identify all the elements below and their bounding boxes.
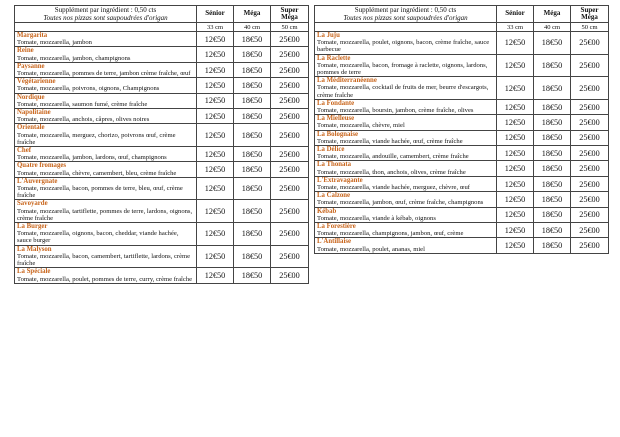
size-header-mega: Méga — [234, 6, 271, 23]
pizza-row — [315, 32, 609, 55]
pizza-description — [15, 162, 197, 177]
price-senior: 12€50 — [497, 176, 534, 191]
pizza-name: L'Antillaise — [317, 238, 351, 246]
price-mega: 18€50 — [234, 147, 271, 162]
pizza-name: L'Extravagante — [317, 176, 363, 184]
pizza-description — [315, 161, 497, 176]
pizza-ingredients: Tomate, mozzarella, viande à kébab, oignons — [317, 214, 436, 222]
price-mega: 18€50 — [534, 223, 571, 238]
pizza-ingredients: Tomate, mozzarella, poulet, ananas, miel — [317, 245, 425, 253]
pizza-row — [15, 268, 309, 283]
price-senior: 12€50 — [197, 177, 234, 200]
price-mega: 18€50 — [534, 238, 571, 253]
pizza-row — [15, 177, 309, 200]
pizza-name: Kébab — [317, 207, 337, 215]
pizza-ingredients: Tomate, mozzarella, chèvre, camembert, bleu, crème fraîche — [17, 169, 177, 177]
price-senior: 12€50 — [197, 200, 234, 223]
pizza-price-table-left — [14, 5, 309, 284]
pizza-description — [315, 146, 497, 161]
pizza-description — [315, 115, 497, 130]
price-senior: 12€50 — [497, 146, 534, 161]
pizza-row — [15, 162, 309, 177]
pizza-ingredients: Tomate, mozzarella, chèvre, miel — [317, 122, 405, 130]
price-super-mega: 25€00 — [271, 62, 309, 77]
diameter-super-mega: 50 cm — [271, 23, 309, 32]
price-mega: 18€50 — [534, 32, 571, 55]
pizza-name: La Forestière — [317, 223, 356, 231]
pizza-ingredients: Tomate, mozzarella, bacon, camembert, tartiflette, lardons, crème fraîche — [17, 252, 191, 268]
pizza-row — [15, 32, 309, 47]
price-senior: 12€50 — [497, 207, 534, 222]
pizza-description — [15, 268, 197, 283]
pizza-name: La Calzone — [317, 192, 351, 200]
price-mega: 18€50 — [534, 99, 571, 114]
pizza-description — [15, 177, 197, 200]
pizza-description — [315, 130, 497, 145]
pizza-row — [315, 176, 609, 191]
price-senior: 12€50 — [197, 93, 234, 108]
pizza-row — [315, 130, 609, 145]
pizza-description — [15, 32, 197, 47]
price-super-mega: 25€00 — [271, 147, 309, 162]
menu-right-column — [314, 5, 609, 254]
pizza-name: Paysanne — [17, 62, 45, 70]
blank-cell — [315, 23, 497, 32]
price-mega: 18€50 — [534, 77, 571, 100]
pizza-ingredients: Tomate, mozzarella, oignons, bacon, cheddar, viande hachée, sauce burger — [17, 230, 179, 245]
price-super-mega: 25€00 — [271, 268, 309, 283]
pizza-name: La Méditerranéenne — [317, 77, 377, 85]
pizza-ingredients: Tomate, mozzarella, bacon, fromage à raclette, oignons, lardons, pommes de terre — [317, 61, 488, 77]
price-mega: 18€50 — [234, 32, 271, 47]
pizza-ingredients: Tomate, mozzarella, jambon — [17, 39, 92, 47]
pizza-description — [15, 62, 197, 77]
pizza-name: La Juju — [317, 32, 340, 39]
pizza-row — [315, 207, 609, 222]
price-mega: 18€50 — [234, 162, 271, 177]
pizza-ingredients: Tomate, mozzarella, saumon fumé, crème fraîche — [17, 100, 148, 108]
price-super-mega: 25€00 — [271, 78, 309, 93]
supplement-text: Supplément par ingrédient : 0,50 cts — [54, 6, 157, 14]
price-mega: 18€50 — [534, 176, 571, 191]
pizza-name: Napolitaine — [17, 109, 51, 117]
price-super-mega: 25€00 — [571, 192, 609, 207]
price-senior: 12€50 — [197, 223, 234, 246]
diameter-super-mega: 50 cm — [571, 23, 609, 32]
menu-left-column — [14, 5, 309, 284]
pizza-row — [15, 124, 309, 147]
price-senior: 12€50 — [197, 268, 234, 283]
pizza-row — [315, 161, 609, 176]
price-senior: 12€50 — [197, 78, 234, 93]
pizza-description — [15, 124, 197, 147]
origan-note: Toutes nos pizzas sont saupoudrées d'origan — [43, 14, 168, 22]
pizza-description — [315, 238, 497, 253]
supplement-text: Supplément par ingrédient : 0,50 cts — [354, 6, 457, 14]
price-mega: 18€50 — [234, 177, 271, 200]
price-super-mega: 25€00 — [271, 223, 309, 246]
price-mega: 18€50 — [234, 245, 271, 268]
pizza-row — [15, 109, 309, 124]
pizza-ingredients: Tomate, mozzarella, merguez, chorizo, poivrons œuf, crème fraîche — [17, 131, 176, 146]
pizza-ingredients: Tomate, mozzarella, andouille, camembert, crème fraîche — [317, 153, 469, 161]
price-super-mega: 25€00 — [271, 245, 309, 268]
pizza-row — [315, 146, 609, 161]
pizza-name: La Bolognaise — [317, 130, 358, 138]
price-mega: 18€50 — [534, 207, 571, 222]
size-header-senior: Sénior — [197, 6, 234, 23]
pizza-row — [15, 245, 309, 268]
pizza-description — [15, 245, 197, 268]
pizza-description — [15, 147, 197, 162]
price-super-mega: 25€00 — [571, 146, 609, 161]
pizza-row — [15, 147, 309, 162]
pizza-ingredients: Tomate, mozzarella, viande hachée, œuf, crème fraîche — [317, 137, 463, 145]
pizza-ingredients: Tomate, mozzarella, pommes de terre, jambon crème fraîche, œuf — [17, 70, 191, 78]
pizza-description — [315, 77, 497, 100]
pizza-name: Orientale — [17, 124, 45, 132]
pizza-description — [15, 93, 197, 108]
pizza-ingredients: Tomate, mozzarella, viande hachée, merguez, chèvre, œuf — [317, 184, 471, 192]
price-mega: 18€50 — [534, 130, 571, 145]
pizza-ingredients: Tomate, mozzarella, poulet, oignons, bacon, crème fraîche, sauce barbecue — [317, 39, 490, 54]
price-mega: 18€50 — [534, 54, 571, 77]
price-senior: 12€50 — [497, 192, 534, 207]
pizza-row — [315, 77, 609, 100]
pizza-ingredients: Tomate, mozzarella, bacon, pommes de terre, bleu, œuf, crème fraîche — [17, 185, 183, 200]
pizza-description — [315, 223, 497, 238]
pizza-name: La Mielleuse — [317, 115, 355, 123]
price-mega: 18€50 — [234, 93, 271, 108]
pizza-ingredients: Tomate, mozzarella, jambon, champignons — [17, 54, 131, 62]
supplement-header — [15, 6, 197, 23]
pizza-name: Chef — [17, 147, 31, 155]
pizza-description — [15, 109, 197, 124]
price-super-mega: 25€00 — [271, 200, 309, 223]
pizza-name: La Malyson — [17, 245, 52, 253]
blank-cell — [15, 23, 197, 32]
pizza-description — [315, 176, 497, 191]
price-super-mega: 25€00 — [271, 162, 309, 177]
price-mega: 18€50 — [234, 78, 271, 93]
size-header-mega: Méga — [534, 6, 571, 23]
price-mega: 18€50 — [534, 161, 571, 176]
price-senior: 12€50 — [497, 77, 534, 100]
pizza-description — [15, 78, 197, 93]
pizza-row — [315, 238, 609, 253]
price-senior: 12€50 — [497, 99, 534, 114]
pizza-ingredients: Tomate, mozzarella, thon, anchois, olives, crème fraîche — [317, 168, 466, 176]
price-mega: 18€50 — [234, 62, 271, 77]
price-super-mega: 25€00 — [571, 54, 609, 77]
price-super-mega: 25€00 — [571, 176, 609, 191]
price-mega: 18€50 — [234, 124, 271, 147]
pizza-ingredients: Tomate, mozzarella, poivrons, oignons, Champignons — [17, 85, 160, 93]
size-header-senior: Sénior — [497, 6, 534, 23]
pizza-row — [315, 54, 609, 77]
price-super-mega: 25€00 — [271, 32, 309, 47]
pizza-description — [315, 32, 497, 55]
pizza-name: Nordique — [17, 93, 45, 101]
supplement-header — [315, 6, 497, 23]
pizza-ingredients: Tomate, mozzarella, champignons, jambon, œuf, crème — [317, 230, 464, 238]
pizza-name: La Burger — [17, 223, 48, 231]
pizza-row — [15, 93, 309, 108]
pizza-name: Reine — [17, 47, 34, 55]
price-senior: 12€50 — [497, 115, 534, 130]
pizza-name: La Thonata — [317, 161, 352, 169]
price-super-mega: 25€00 — [271, 47, 309, 62]
pizza-name: La Raclette — [317, 54, 351, 62]
price-super-mega: 25€00 — [571, 161, 609, 176]
pizza-row — [15, 62, 309, 77]
price-super-mega: 25€00 — [271, 124, 309, 147]
price-mega: 18€50 — [534, 192, 571, 207]
pizza-ingredients: Tomate, mozzarella, tartiflette, pommes de terre, lardons, oignons, crème fraîche — [17, 207, 193, 222]
price-senior: 12€50 — [497, 161, 534, 176]
pizza-row — [315, 223, 609, 238]
price-super-mega: 25€00 — [571, 77, 609, 100]
price-mega: 18€50 — [534, 115, 571, 130]
pizza-description — [315, 99, 497, 114]
pizza-ingredients: Tomate, mozzarella, anchois, câpres, olives noires — [17, 116, 150, 124]
pizza-name: L'Auvergnate — [17, 177, 58, 185]
price-super-mega: 25€00 — [571, 207, 609, 222]
pizza-row — [315, 192, 609, 207]
price-senior: 12€50 — [497, 54, 534, 77]
pizza-price-table-right — [314, 5, 609, 254]
size-header-super-mega: Super Méga — [271, 6, 309, 23]
pizza-row — [315, 99, 609, 114]
pizza-description — [315, 192, 497, 207]
price-senior: 12€50 — [197, 124, 234, 147]
diameter-mega: 40 cm — [534, 23, 571, 32]
pizza-name: Quatre fromages — [17, 162, 67, 170]
price-super-mega: 25€00 — [571, 115, 609, 130]
price-mega: 18€50 — [534, 146, 571, 161]
pizza-description — [15, 200, 197, 223]
pizza-description — [15, 47, 197, 62]
pizza-row — [315, 115, 609, 130]
price-mega: 18€50 — [234, 47, 271, 62]
pizza-description — [315, 207, 497, 222]
price-senior: 12€50 — [197, 162, 234, 177]
price-super-mega: 25€00 — [571, 130, 609, 145]
pizza-description — [15, 223, 197, 246]
diameter-senior: 33 cm — [497, 23, 534, 32]
price-senior: 12€50 — [197, 147, 234, 162]
size-header-super-mega: Super Méga — [571, 6, 609, 23]
price-super-mega: 25€00 — [571, 223, 609, 238]
price-super-mega: 25€00 — [271, 109, 309, 124]
pizza-ingredients: Tomate, mozzarella, jambon, lardons, œuf, champignons — [17, 154, 167, 162]
price-super-mega: 25€00 — [271, 93, 309, 108]
pizza-description — [315, 54, 497, 77]
price-senior: 12€50 — [497, 130, 534, 145]
pizza-name: Végétarienne — [17, 78, 56, 86]
price-senior: 12€50 — [197, 47, 234, 62]
pizza-ingredients: Tomate, mozzarella, cocktail de fruits de mer, beurre d'escargots, crème fraîche — [317, 84, 489, 99]
price-super-mega: 25€00 — [571, 32, 609, 55]
price-super-mega: 25€00 — [571, 238, 609, 253]
price-mega: 18€50 — [234, 109, 271, 124]
pizza-name: Margarita — [17, 32, 48, 39]
price-senior: 12€50 — [197, 245, 234, 268]
pizza-ingredients: Tomate, mozzarella, poulet, pommes de terre, curry, crème fraîche — [17, 275, 193, 283]
pizza-row — [15, 223, 309, 246]
pizza-ingredients: Tomate, mozzarella, boursin, jambon, crème fraîche, olives — [317, 107, 474, 115]
pizza-row — [15, 47, 309, 62]
pizza-name: Savoyarde — [17, 200, 48, 208]
pizza-name: La Délice — [317, 146, 345, 154]
price-senior: 12€50 — [497, 238, 534, 253]
origan-note: Toutes nos pizzas sont saupoudrées d'origan — [343, 14, 468, 22]
price-super-mega: 25€00 — [271, 177, 309, 200]
price-senior: 12€50 — [197, 32, 234, 47]
price-super-mega: 25€00 — [571, 99, 609, 114]
pizza-row — [15, 200, 309, 223]
pizza-row — [15, 78, 309, 93]
price-mega: 18€50 — [234, 200, 271, 223]
price-senior: 12€50 — [197, 109, 234, 124]
pizza-name: La Fondante — [317, 99, 355, 107]
pizza-name: La Spéciale — [17, 268, 51, 276]
price-senior: 12€50 — [497, 223, 534, 238]
price-mega: 18€50 — [234, 223, 271, 246]
price-senior: 12€50 — [197, 62, 234, 77]
price-mega: 18€50 — [234, 268, 271, 283]
pizza-ingredients: Tomate, mozzarella, jambon, œuf, crème fraîche, champignons — [317, 199, 484, 207]
diameter-mega: 40 cm — [234, 23, 271, 32]
diameter-senior: 33 cm — [197, 23, 234, 32]
price-senior: 12€50 — [497, 32, 534, 55]
